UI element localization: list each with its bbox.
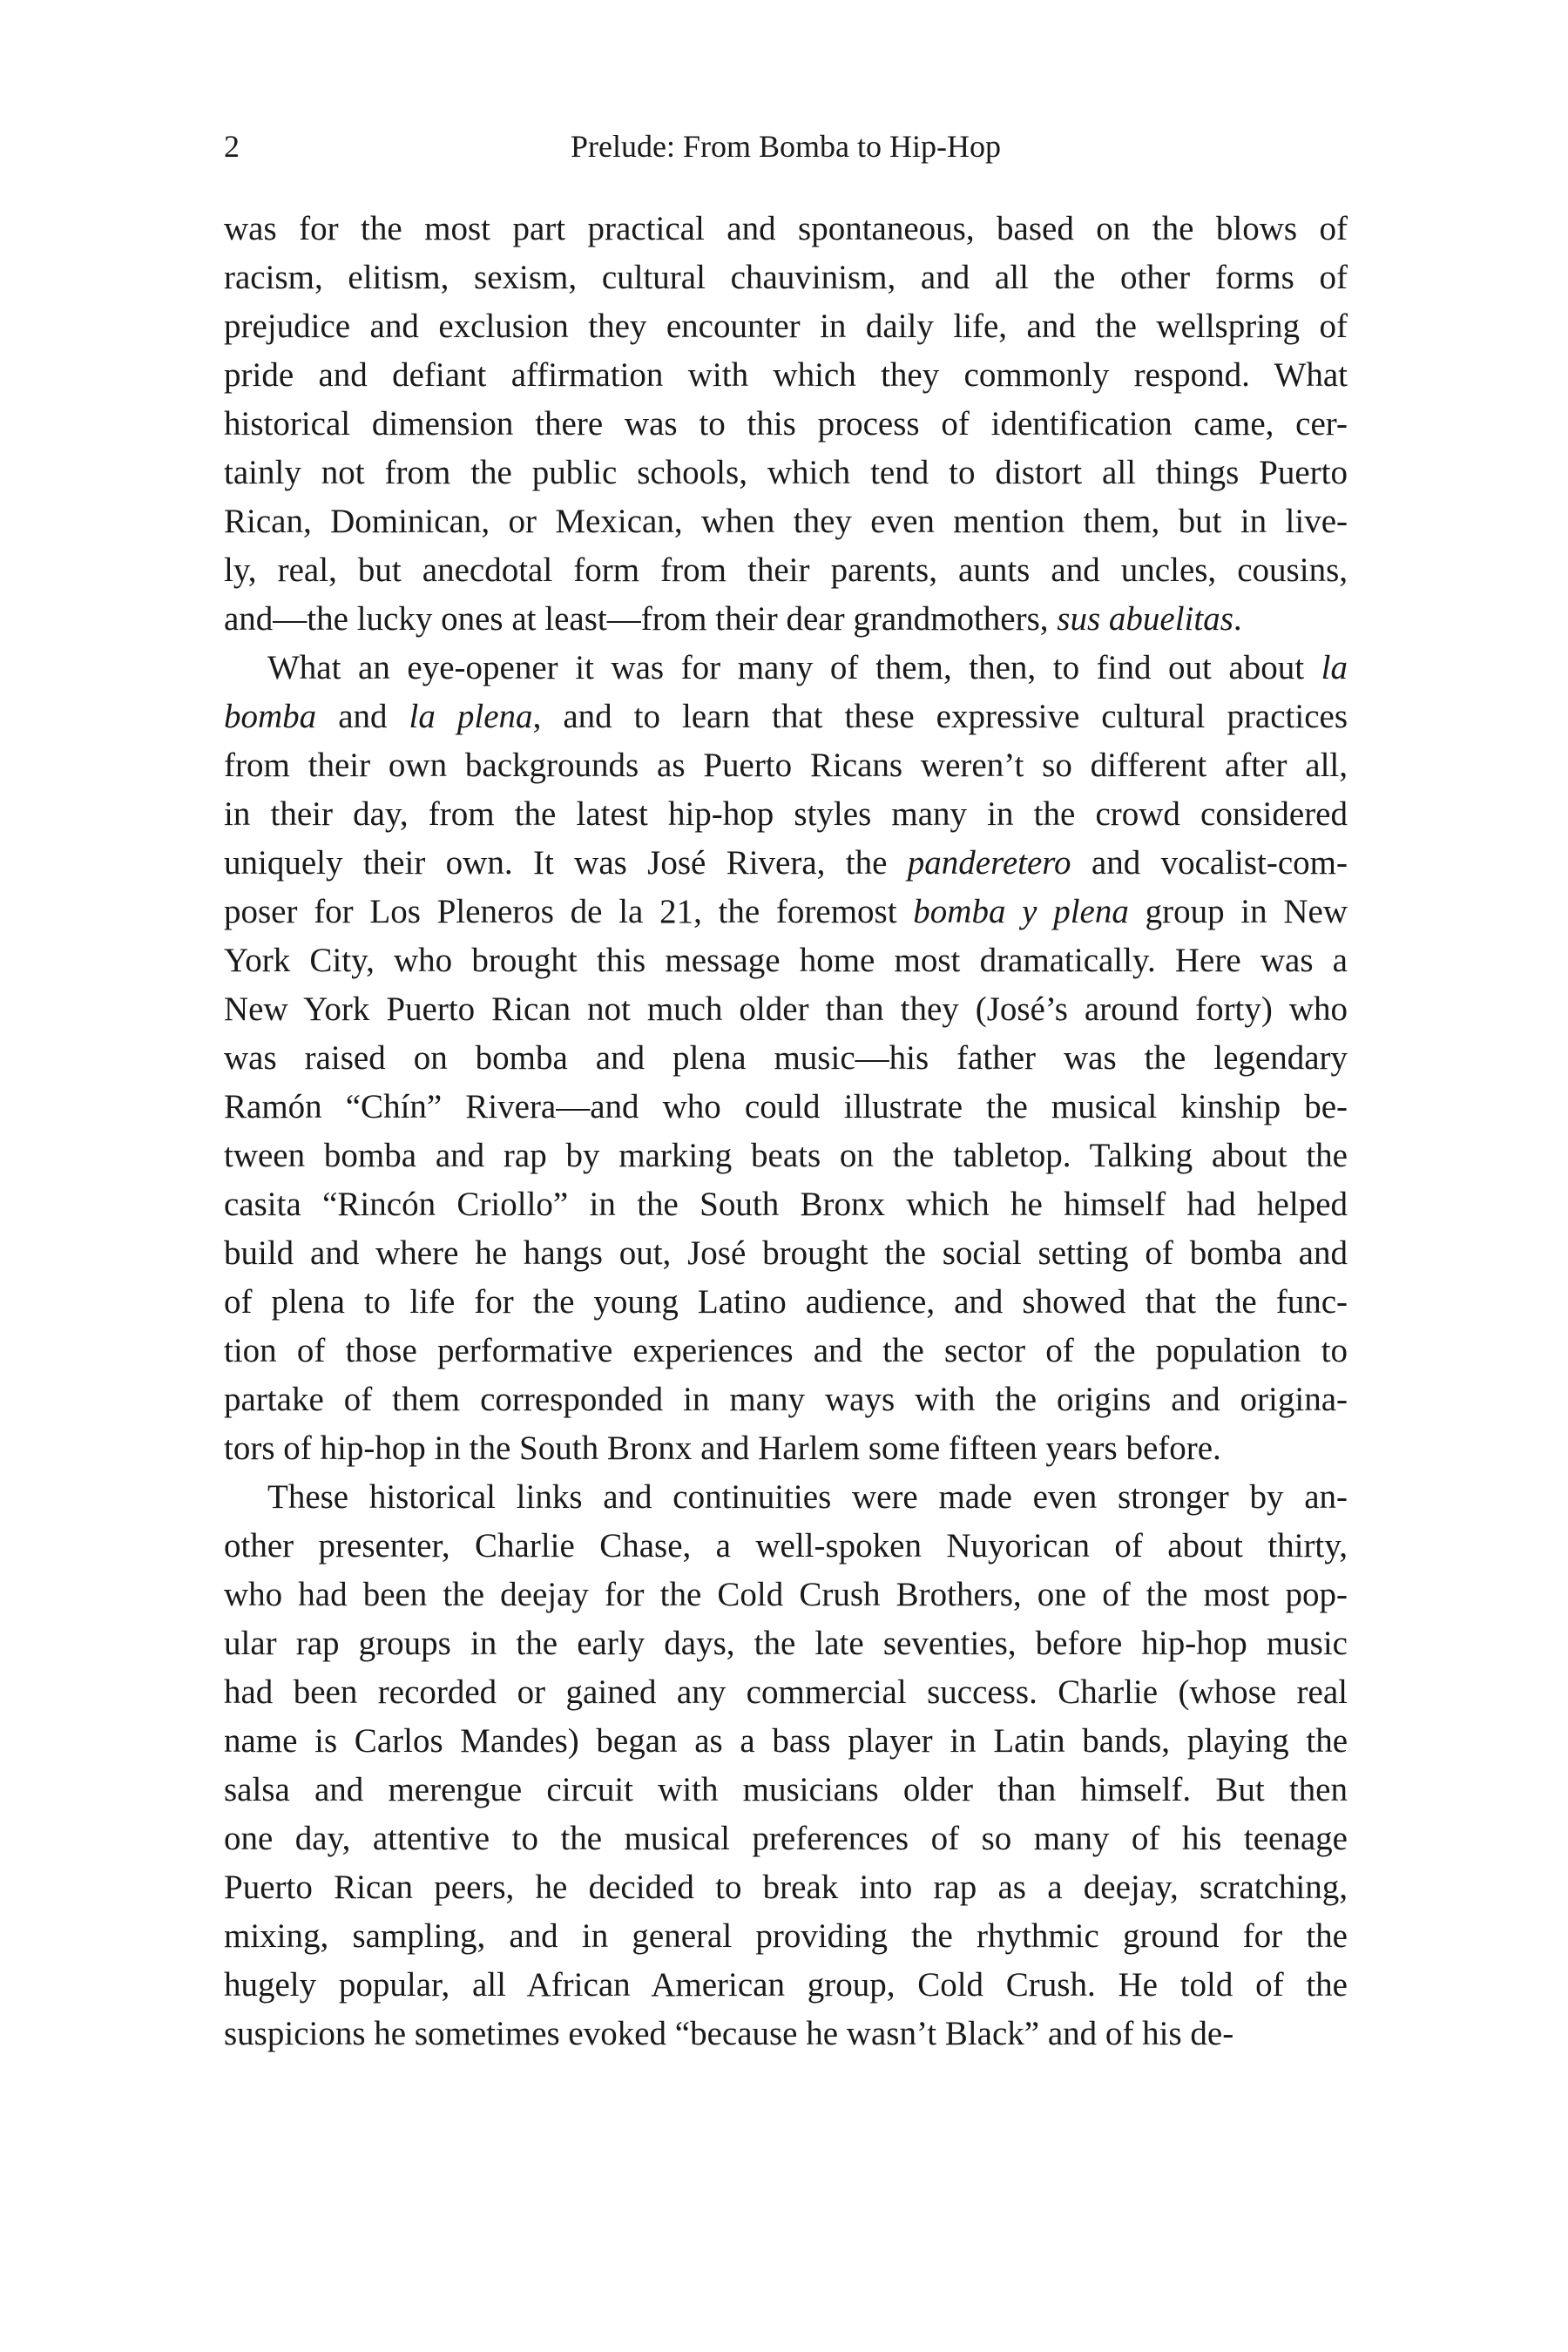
text-line bbox=[224, 497, 1348, 546]
text-run: tion of those performative experiences and the sector of the population to bbox=[224, 1332, 1348, 1369]
text-line bbox=[224, 449, 1348, 497]
text-line bbox=[224, 1034, 1348, 1083]
text-run: was raised on bomba and plena music—his father was the legendary bbox=[224, 1039, 1348, 1077]
text-run: and vocalist-com- bbox=[1071, 844, 1348, 882]
text-line bbox=[224, 1717, 1348, 1766]
text-run: uniquely their own. It was José Rivera, the bbox=[224, 844, 908, 882]
text-run: mixing, sampling, and in general providing the rhythmic ground for the bbox=[224, 1917, 1348, 1955]
text-line bbox=[224, 888, 1348, 936]
running-head bbox=[224, 125, 1348, 168]
text-line bbox=[224, 205, 1348, 253]
text-line bbox=[224, 1375, 1348, 1424]
text-line bbox=[224, 644, 1348, 693]
text-run: casita “Rincón Criollo” in the South Bronx which he himself had helped bbox=[224, 1186, 1348, 1223]
text-run: ular rap groups in the early days, the late seventies, before hip-hop music bbox=[224, 1625, 1348, 1662]
text-run: salsa and merengue circuit with musicians older than himself. But then bbox=[224, 1771, 1348, 1808]
text-run: was for the most part practical and spontaneous, based on the blows of bbox=[224, 210, 1348, 247]
text-run: other presenter, Charlie Chase, a well-spoken Nuyorican of about thirty, bbox=[224, 1527, 1348, 1565]
text-run: tween bomba and rap by marking beats on the tabletop. Talking about the bbox=[224, 1137, 1348, 1174]
text-line bbox=[224, 1180, 1348, 1229]
text-line bbox=[224, 1473, 1348, 1522]
text-run: who had been the deejay for the Cold Crush Brothers, one of the most pop- bbox=[224, 1576, 1348, 1613]
text-run: tors of hip-hop in the South Bronx and Harlem some fifteen years before. bbox=[224, 1429, 1221, 1467]
italic-text: bomba bbox=[224, 698, 317, 735]
text-line bbox=[224, 1278, 1348, 1327]
text-run: of plena to life for the young Latino audience, and showed that the func- bbox=[224, 1283, 1348, 1321]
text-line bbox=[224, 1863, 1348, 1912]
text-run: and—the lucky ones at least—from their dear grandmothers, bbox=[224, 600, 1058, 638]
text-run: suspicions he sometimes evoked “because he wasn’t Black” and of his de- bbox=[224, 2015, 1234, 2052]
text-run: York City, who brought this message home most dramatically. Here was a bbox=[224, 942, 1348, 979]
paragraph bbox=[224, 644, 1348, 1473]
text-line bbox=[224, 1815, 1348, 1863]
text-line bbox=[224, 985, 1348, 1034]
text-line bbox=[224, 1766, 1348, 1815]
text-line bbox=[224, 1619, 1348, 1668]
text-run: poser for Los Pleneros de la 21, the foremost bbox=[224, 893, 914, 930]
italic-text: sus abuelitas bbox=[1057, 600, 1233, 638]
text-run: from their own backgrounds as Puerto Ricans weren’t so different after all, bbox=[224, 747, 1348, 784]
text-run: build and where he hangs out, José brought the social setting of bomba and bbox=[224, 1234, 1348, 1272]
text-line bbox=[224, 1424, 1348, 1473]
page-number: 2 bbox=[224, 129, 240, 164]
text-line bbox=[224, 1912, 1348, 1961]
text-run: tainly not from the public schools, which tend to distort all things Puerto bbox=[224, 454, 1348, 491]
text-line bbox=[224, 741, 1348, 790]
text-line bbox=[224, 595, 1348, 644]
text-run: historical dimension there was to this process of identification came, cer- bbox=[224, 405, 1348, 443]
text-run: partake of them corresponded in many ways with the origins and origina- bbox=[224, 1381, 1348, 1418]
text-run: , and to learn that these expressive cultural practices bbox=[532, 698, 1348, 735]
text-run: New York Puerto Rican not much older than they (José’s around forty) who bbox=[224, 990, 1348, 1028]
paragraph bbox=[224, 205, 1348, 644]
text-run: name is Carlos Mandes) began as a bass player in Latin bands, playing the bbox=[224, 1722, 1348, 1760]
text-line bbox=[224, 1229, 1348, 1278]
text-line bbox=[224, 1571, 1348, 1619]
italic-text: panderetero bbox=[907, 844, 1071, 882]
text-run: in their day, from the latest hip-hop styles many in the crowd considered bbox=[224, 795, 1348, 833]
text-run: Rican, Dominican, or Mexican, when they even mention them, but in live- bbox=[224, 503, 1348, 540]
text-run: These historical links and continuities were made even stronger by an- bbox=[267, 1478, 1348, 1516]
text-run: Puerto Rican peers, he decided to break into rap as a deejay, scratching, bbox=[224, 1869, 1348, 1906]
text-run: Ramón “Chín” Rivera—and who could illustrate the musical kinship be- bbox=[224, 1088, 1348, 1125]
text-run: hugely popular, all African American group, Cold Crush. He told of the bbox=[224, 1966, 1348, 2004]
text-line bbox=[224, 546, 1348, 595]
italic-text: la bbox=[1321, 649, 1348, 686]
text-line bbox=[224, 693, 1348, 741]
text-line bbox=[224, 1132, 1348, 1180]
italic-text: bomba y plena bbox=[913, 893, 1129, 930]
text-line bbox=[224, 302, 1348, 351]
text-run: prejudice and exclusion they encounter in daily life, and the wellspring of bbox=[224, 308, 1348, 345]
text-run: had been recorded or gained any commercial success. Charlie (whose real bbox=[224, 1673, 1348, 1711]
text-line bbox=[224, 1327, 1348, 1375]
text-line bbox=[224, 1668, 1348, 1717]
text-line bbox=[224, 1083, 1348, 1132]
text-line bbox=[224, 790, 1348, 839]
text-line bbox=[224, 400, 1348, 449]
text-run: one day, attentive to the musical preferences of so many of his teenage bbox=[224, 1820, 1348, 1857]
text-run: group in New bbox=[1128, 893, 1348, 930]
text-line bbox=[224, 2010, 1348, 2058]
italic-text: la plena bbox=[409, 698, 533, 735]
text-run: racism, elitism, sexism, cultural chauvinism, and all the other forms of bbox=[224, 259, 1348, 296]
text-line bbox=[224, 1522, 1348, 1571]
text-line bbox=[224, 1961, 1348, 2010]
text-line bbox=[224, 253, 1348, 302]
text-line bbox=[224, 936, 1348, 985]
running-title: Prelude: From Bomba to Hip-Hop bbox=[571, 129, 1001, 164]
text-run: pride and defiant affirmation with which they commonly respond. What bbox=[224, 356, 1348, 394]
text-line bbox=[224, 839, 1348, 888]
text-run: What an eye-opener it was for many of them, then, to find out about bbox=[267, 649, 1321, 686]
body-text bbox=[224, 205, 1348, 2058]
paragraph bbox=[224, 1473, 1348, 2058]
text-line bbox=[224, 351, 1348, 400]
text-run: . bbox=[1233, 600, 1242, 638]
text-run: and bbox=[316, 698, 409, 735]
text-run: ly, real, but anecdotal form from their parents, aunts and uncles, cousins, bbox=[224, 551, 1348, 589]
